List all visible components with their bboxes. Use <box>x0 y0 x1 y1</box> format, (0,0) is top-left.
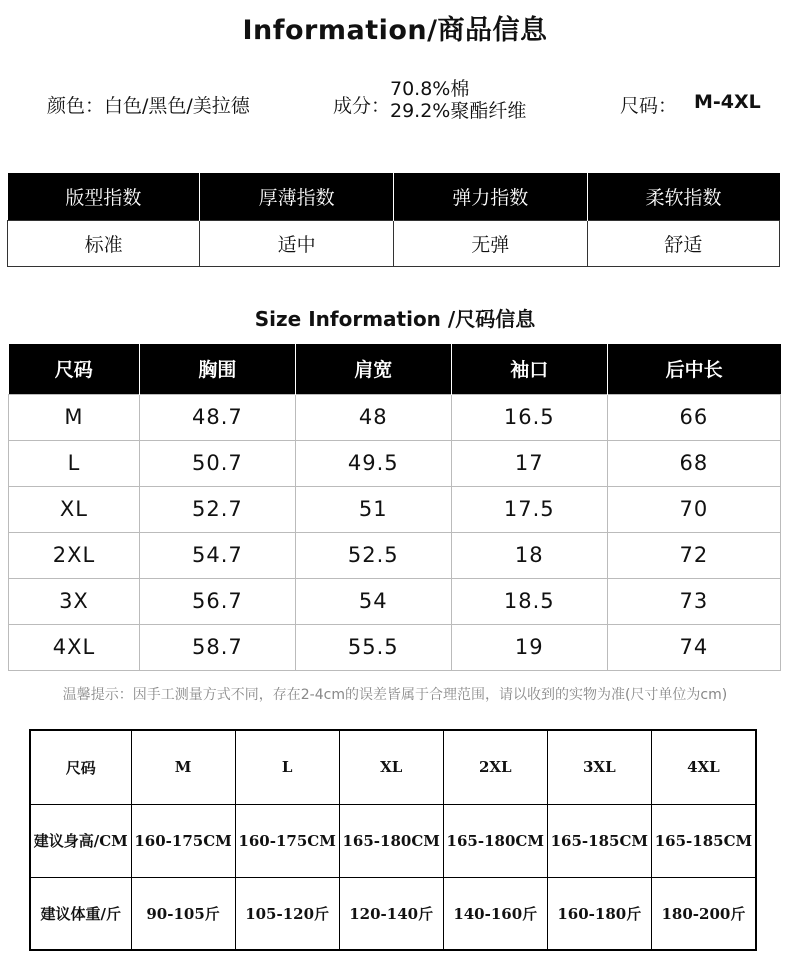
size-table <box>8 344 781 671</box>
table-cell: 适中 <box>200 220 394 266</box>
table-cell: 165-180CM <box>443 804 547 877</box>
table-cell: M <box>9 394 140 440</box>
table-cell: 58.7 <box>139 624 295 670</box>
table-row <box>30 877 756 950</box>
table-header-cell: 柔软指数 <box>587 173 779 220</box>
table-cell: L <box>9 440 140 486</box>
table-header-row <box>9 344 781 394</box>
table-header-cell: 胸围 <box>139 344 295 394</box>
table-cell: 3XL <box>547 730 651 804</box>
table-cell: 70 <box>607 486 780 532</box>
table-cell: 3X <box>9 578 140 624</box>
table-cell: 180-200斤 <box>651 877 756 950</box>
table-cell: 舒适 <box>587 220 779 266</box>
table-cell: 66 <box>607 394 780 440</box>
table-cell: 2XL <box>443 730 547 804</box>
table-row <box>9 440 781 486</box>
composition-label: 成分： <box>333 95 391 117</box>
size-section-title: Size Information /尺码信息 <box>254 307 536 331</box>
table-cell: 165-185CM <box>651 804 756 877</box>
table-cell: 52.7 <box>139 486 295 532</box>
color-info: 颜色：白色/黑色/美拉德 <box>47 95 250 117</box>
table-cell: 17.5 <box>451 486 607 532</box>
table-cell: 68 <box>607 440 780 486</box>
table-cell: 160-180斤 <box>547 877 651 950</box>
table-row <box>9 394 781 440</box>
table-cell: 105-120斤 <box>235 877 339 950</box>
table-row <box>30 804 756 877</box>
table-cell: 56.7 <box>139 578 295 624</box>
table-cell: 标准 <box>8 220 200 266</box>
composition-values <box>390 78 526 122</box>
table-cell: 55.5 <box>295 624 451 670</box>
table-cell: 建议身高/CM <box>30 804 131 877</box>
table-cell: 54 <box>295 578 451 624</box>
table-cell: 建议体重/斤 <box>30 877 131 950</box>
table-cell: 16.5 <box>451 394 607 440</box>
table-header-cell: 袖口 <box>451 344 607 394</box>
size-range-label: 尺码： <box>620 95 678 117</box>
table-row <box>9 624 781 670</box>
table-cell: 18.5 <box>451 578 607 624</box>
table-cell: 73 <box>607 578 780 624</box>
table-cell: 165-185CM <box>547 804 651 877</box>
table-cell: 无弹 <box>393 220 587 266</box>
table-cell: 48 <box>295 394 451 440</box>
table-cell: 72 <box>607 532 780 578</box>
table-cell: 120-140斤 <box>339 877 443 950</box>
measurement-note: 温馨提示：因手工测量方式不同，存在2-4cm的误差皆属于合理范围，请以收到的实物为准(尺寸单位为cm) <box>62 687 728 703</box>
table-header-cell: 尺码 <box>9 344 140 394</box>
table-cell: XL <box>339 730 443 804</box>
composition-line: 70.8%棉 <box>390 78 470 100</box>
table-header-row <box>8 173 780 220</box>
table-cell: L <box>235 730 339 804</box>
table-cell: 165-180CM <box>339 804 443 877</box>
fabric-index-table <box>7 173 780 267</box>
table-cell: 90-105斤 <box>131 877 235 950</box>
table-cell: 18 <box>451 532 607 578</box>
table-cell: 尺码 <box>30 730 131 804</box>
table-cell: 2XL <box>9 532 140 578</box>
table-header-cell: 弹力指数 <box>393 173 587 220</box>
page-title: Information/商品信息 <box>242 15 548 46</box>
table-cell: 160-175CM <box>235 804 339 877</box>
table-header-cell: 厚薄指数 <box>200 173 394 220</box>
table-cell: 140-160斤 <box>443 877 547 950</box>
composition-line: 29.2%聚酯纤维 <box>390 100 527 122</box>
table-cell: 50.7 <box>139 440 295 486</box>
table-row <box>9 486 781 532</box>
table-cell: XL <box>9 486 140 532</box>
size-range-value: M-4XL <box>694 91 761 113</box>
table-cell: 54.7 <box>139 532 295 578</box>
table-cell: 4XL <box>651 730 756 804</box>
table-cell: 74 <box>607 624 780 670</box>
table-cell: 51 <box>295 486 451 532</box>
table-cell: 4XL <box>9 624 140 670</box>
table-cell: 52.5 <box>295 532 451 578</box>
table-row <box>9 532 781 578</box>
table-header-cell: 版型指数 <box>8 173 200 220</box>
table-header-cell: 后中长 <box>607 344 780 394</box>
table-row <box>9 578 781 624</box>
recommendation-table <box>29 729 757 951</box>
table-header-row <box>30 730 756 804</box>
product-info-row <box>0 78 790 128</box>
table-cell: 19 <box>451 624 607 670</box>
table-row <box>8 220 780 266</box>
table-cell: 48.7 <box>139 394 295 440</box>
table-cell: M <box>131 730 235 804</box>
table-cell: 160-175CM <box>131 804 235 877</box>
table-cell: 17 <box>451 440 607 486</box>
table-header-cell: 肩宽 <box>295 344 451 394</box>
table-cell: 49.5 <box>295 440 451 486</box>
